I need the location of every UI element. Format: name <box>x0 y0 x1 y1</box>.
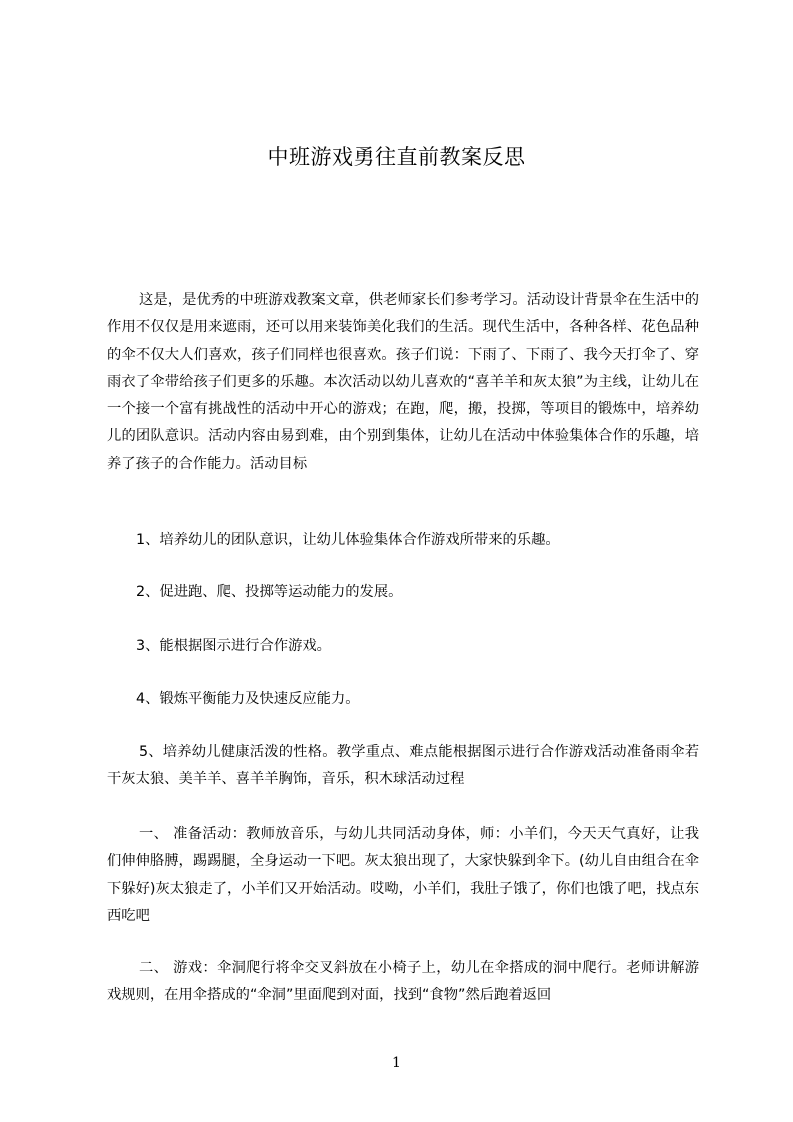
goal-item-1: 1、培养幼儿的团队意识，让幼儿体验集体合作游戏所带来的乐趣。 <box>136 532 560 548</box>
document-title: 中班游戏勇往直前教案反思 <box>267 145 526 169</box>
intro-paragraph: 这是，是优秀的中班游戏教案文章，供老师家长们参考学习。活动设计背景伞在生活中的作用不仅仅是用来遮雨，还可以用来装饰美化我们的生活。现代生活中，各种各样、花色品种的伞不仅大人们喜欢，孩子们同样也很喜欢。孩子们说：下雨了、下雨了、我今天打伞了、穿雨衣了伞带给孩子们更多的乐趣。本次活动以幼儿喜欢的“喜羊羊和灰太狼”为主线，让幼儿在一个接一个富有挑战性的活动中开心的游戏；在跑，爬，搬，投掷，等项目的锻炼中，培养幼儿的团队意识。活动内容由易到难，由个别到集体，让幼儿在活动中体验集体合作的乐趣，培养了孩子的合作能力。活动目标 <box>107 292 699 472</box>
goal-item-3: 3、能根据图示进行合作游戏。 <box>136 638 331 654</box>
activity-step-2-paragraph: 二、 游戏：伞洞爬行将伞交叉斜放在小椅子上，幼儿在伞搭成的洞中爬行。老师讲解游戏规则，在用伞搭成的“伞洞”里面爬到对面，找到“食物”然后跑着返回 <box>107 960 699 1004</box>
goal-item-5-paragraph: 5、培养幼儿健康活泼的性格。教学重点、难点能根据图示进行合作游戏活动准备雨伞若干灰太狼、美羊羊、喜羊羊胸饰，音乐，积木球活动过程 <box>107 744 699 788</box>
activity-step-1-paragraph: 一、 准备活动：教师放音乐，与幼儿共同活动身体，师：小羊们，今天天气真好，让我们伸伸胳膊，踢踢腿，全身运动一下吧。灰太狼出现了，大家快躲到伞下。(幼儿自由组合在伞下躲好)灰太狼走了，小羊们又开始活动。哎呦，小羊们，我肚子饿了，你们也饿了吧，找点东西吃吧 <box>107 826 699 924</box>
goal-item-2: 2、促进跑、爬、投掷等运动能力的发展。 <box>136 584 403 600</box>
page-number: 1 <box>392 1055 401 1071</box>
goal-item-4: 4、锻炼平衡能力及快速反应能力。 <box>136 691 360 707</box>
